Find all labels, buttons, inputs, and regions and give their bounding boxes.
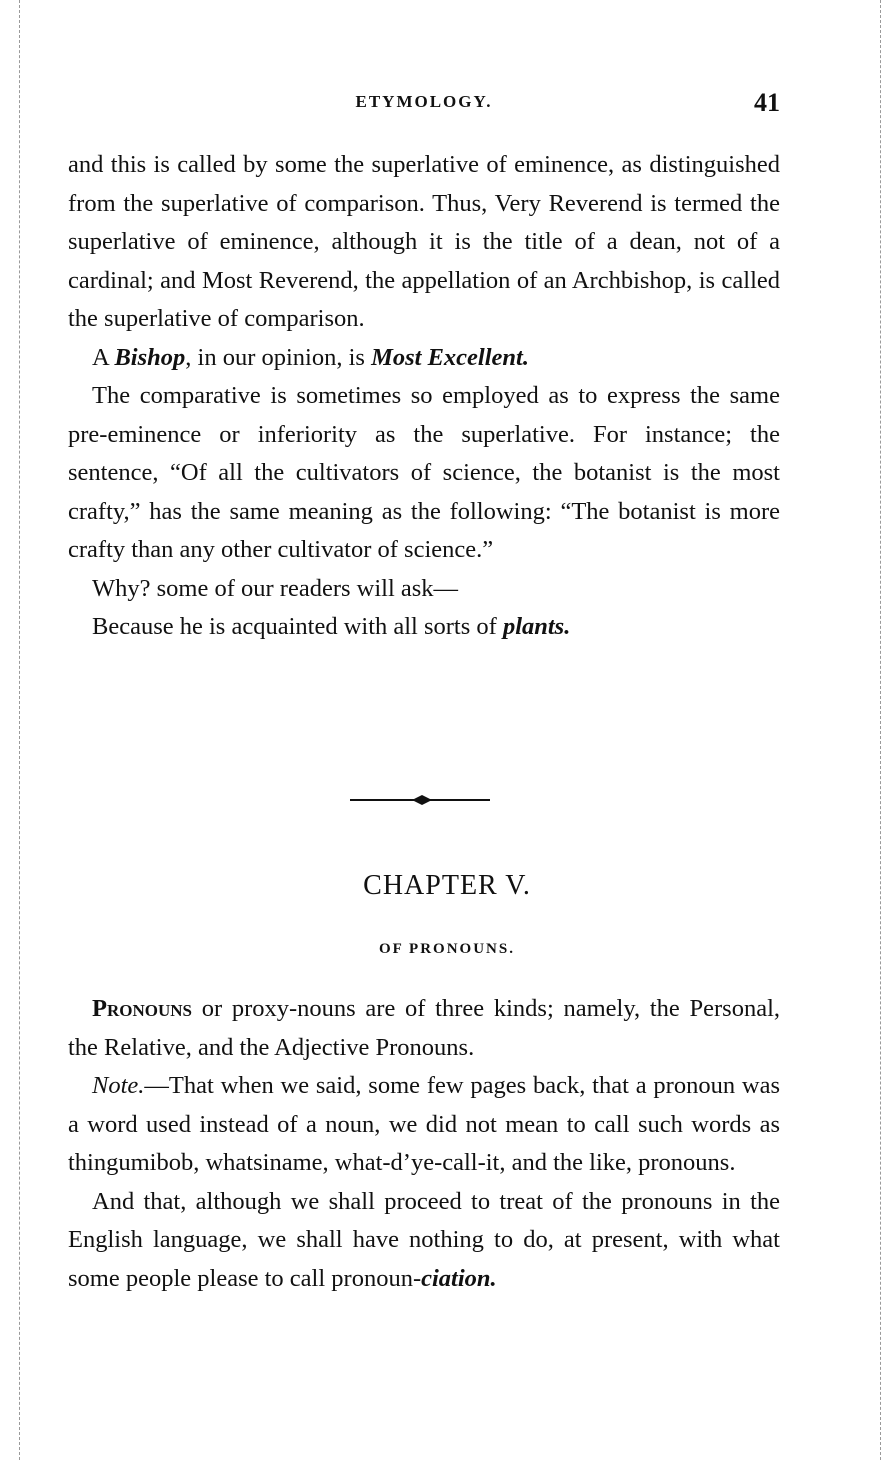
text-fragment: Because he is acquainted with all sorts of <box>92 613 503 640</box>
paragraph-bishop <box>68 339 780 378</box>
section-pronouns-text <box>68 990 780 1298</box>
page-number: 41 <box>754 88 780 117</box>
paragraph-superlative-eminence: and this is called by some the superlative of eminence, as distinguished from the superlative of comparison. Thus, Very Reverend is termed the superlative of eminence, although it is the title of a dean, not of a cardinal; and Most Reverend, the appellation of an Archbishop, is called the superlative of comparison. <box>68 151 780 332</box>
paragraph-pronunciation <box>68 1183 780 1299</box>
section-etymology-text <box>68 146 780 647</box>
chapter-title: CHAPTER V. <box>363 870 531 901</box>
text-fragment: A <box>92 343 115 371</box>
paragraph-why: Why? some of our readers will ask— <box>92 574 459 602</box>
text-fragment: or proxy-nouns are of three kinds; namely, the Personal, the Relative, and the Adjective Pronouns. <box>68 995 780 1061</box>
page-edge-right <box>880 0 881 1460</box>
text-fragment: And that, although we shall proceed to treat of the pronouns in the English language, we shall have nothing to do, at present, with what some people please to call pronoun- <box>68 1187 780 1292</box>
chapter-subtitle: OF PRONOUNS. <box>379 941 515 957</box>
text-fragment: —That when we said, some few pages back, that a pronoun was a word used instead of a noun, we did not mean to call such words as thingumibob, whatsiname, what-d’ye-call-it, and the like, pronouns. <box>68 1072 780 1176</box>
paragraph-note <box>68 1067 780 1183</box>
paragraph-comparative: The comparative is sometimes so employed as to express the same pre-eminence or inferiority as the superlative. For instance; the sentence, “Of all the cultivators of science, the botanist is the most crafty,” has the same meaning as the following: “The botanist is more crafty than any other cultivator of science.” <box>68 382 780 563</box>
lead-pronouns: Pronouns <box>92 995 192 1022</box>
emphasis-ciation: ciation. <box>421 1264 497 1292</box>
running-head <box>68 88 780 118</box>
emphasis-plants: plants. <box>502 613 571 640</box>
emphasis-bishop: Bishop <box>114 343 186 371</box>
paragraph-pronouns-kinds <box>68 990 780 1067</box>
page-edge-left <box>19 0 20 1460</box>
emphasis-most-excellent: Most Excellent. <box>371 343 529 371</box>
paragraph-because <box>68 608 780 647</box>
text-fragment: , in our opinion, is <box>185 343 372 371</box>
ornamental-divider <box>350 791 490 809</box>
lead-note: Note. <box>92 1072 145 1099</box>
running-title: ETYMOLOGY. <box>355 92 493 111</box>
